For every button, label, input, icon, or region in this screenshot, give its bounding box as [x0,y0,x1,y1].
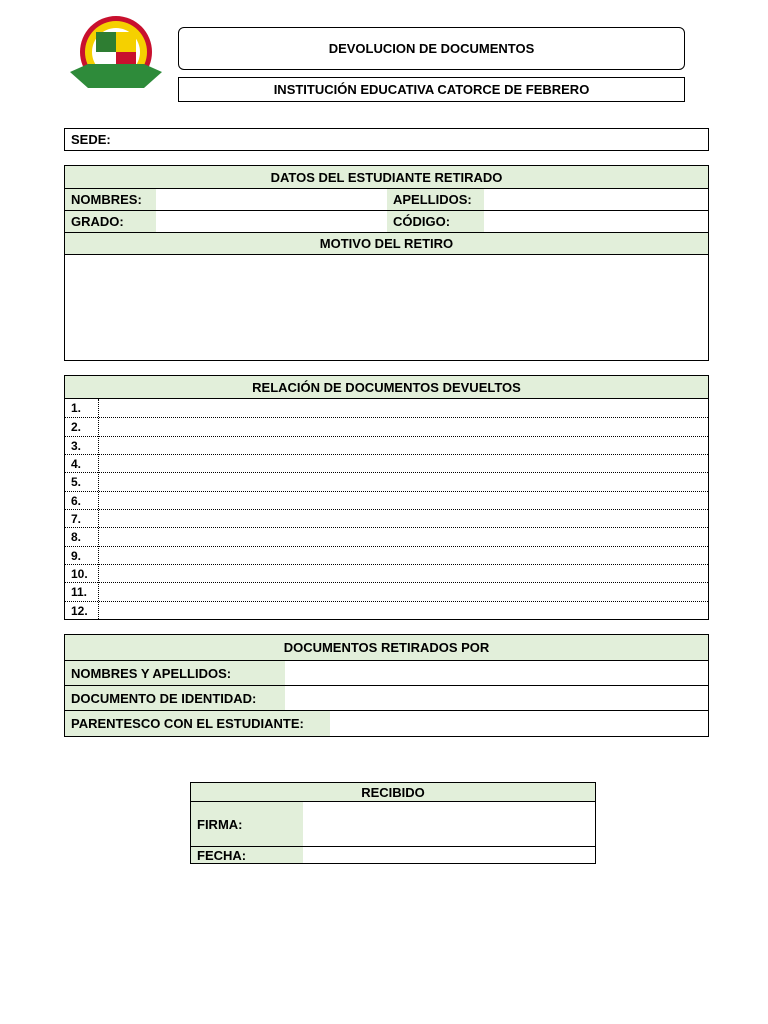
document-row[interactable] [65,527,708,545]
nombres-label: NOMBRES: [65,189,156,210]
institution-name: INSTITUCIÓN EDUCATIVA CATORCE DE FEBRERO [273,82,590,97]
grado-field[interactable] [156,211,387,232]
codigo-label: CÓDIGO: [387,211,484,232]
fecha-field[interactable] [303,847,595,863]
withdrawn-section [64,634,709,737]
student-section [64,165,709,361]
document-row[interactable] [65,491,708,509]
document-row-number: 7. [71,512,82,526]
firma-label: FIRMA: [191,802,303,846]
received-heading: RECIBIDO [191,783,595,801]
codigo-field[interactable] [484,211,708,232]
document-row[interactable] [65,417,708,435]
document-row-number: 12. [71,603,88,618]
motivo-field[interactable] [65,255,708,360]
document-title: DEVOLUCION DE DOCUMENTOS [328,41,535,56]
documents-heading: RELACIÓN DE DOCUMENTOS DEVUELTOS [65,376,708,398]
document-row-number: 2. [71,420,82,435]
document-row-number: 9. [71,548,82,563]
id-label: DOCUMENTO DE IDENTIDAD: [65,686,285,710]
title-box [178,27,685,70]
documents-section [64,375,709,620]
document-row[interactable] [65,436,708,454]
document-row-number: 8. [71,530,82,545]
document-row[interactable] [65,472,708,490]
school-logo [68,12,164,102]
document-row[interactable] [65,546,708,564]
motivo-heading: MOTIVO DEL RETIRO [65,233,708,254]
relation-label: PARENTESCO CON EL ESTUDIANTE: [65,711,330,736]
document-row[interactable] [65,399,708,417]
document-row-number: 3. [71,438,82,453]
grado-label: GRADO: [65,211,156,232]
student-heading: DATOS DEL ESTUDIANTE RETIRADO [65,166,708,188]
names-label: NOMBRES Y APELLIDOS: [65,661,285,685]
received-section [190,782,596,864]
document-row[interactable] [65,454,708,472]
document-row-number: 5. [71,475,82,490]
document-row[interactable] [65,582,708,600]
fecha-label: FECHA: [191,847,303,863]
id-field[interactable] [285,686,708,710]
document-row[interactable] [65,509,708,527]
apellidos-label: APELLIDOS: [387,189,484,210]
document-row-number: 11. [71,585,88,600]
sede-row [64,128,709,151]
apellidos-field[interactable] [484,189,708,210]
names-field[interactable] [285,661,708,685]
nombres-field[interactable] [156,189,387,210]
document-row[interactable] [65,564,708,582]
institution-box [178,77,685,102]
document-row-number: 4. [71,457,82,471]
relation-field[interactable] [330,711,708,736]
document-row-number: 10. [71,567,88,581]
document-row-number: 6. [71,493,82,508]
withdrawn-heading: DOCUMENTOS RETIRADOS POR [65,635,708,660]
document-row[interactable] [65,601,708,619]
sede-label: SEDE: [71,132,111,147]
documents-list [65,399,708,619]
firma-field[interactable] [303,802,595,846]
document-row-number: 1. [71,401,82,415]
